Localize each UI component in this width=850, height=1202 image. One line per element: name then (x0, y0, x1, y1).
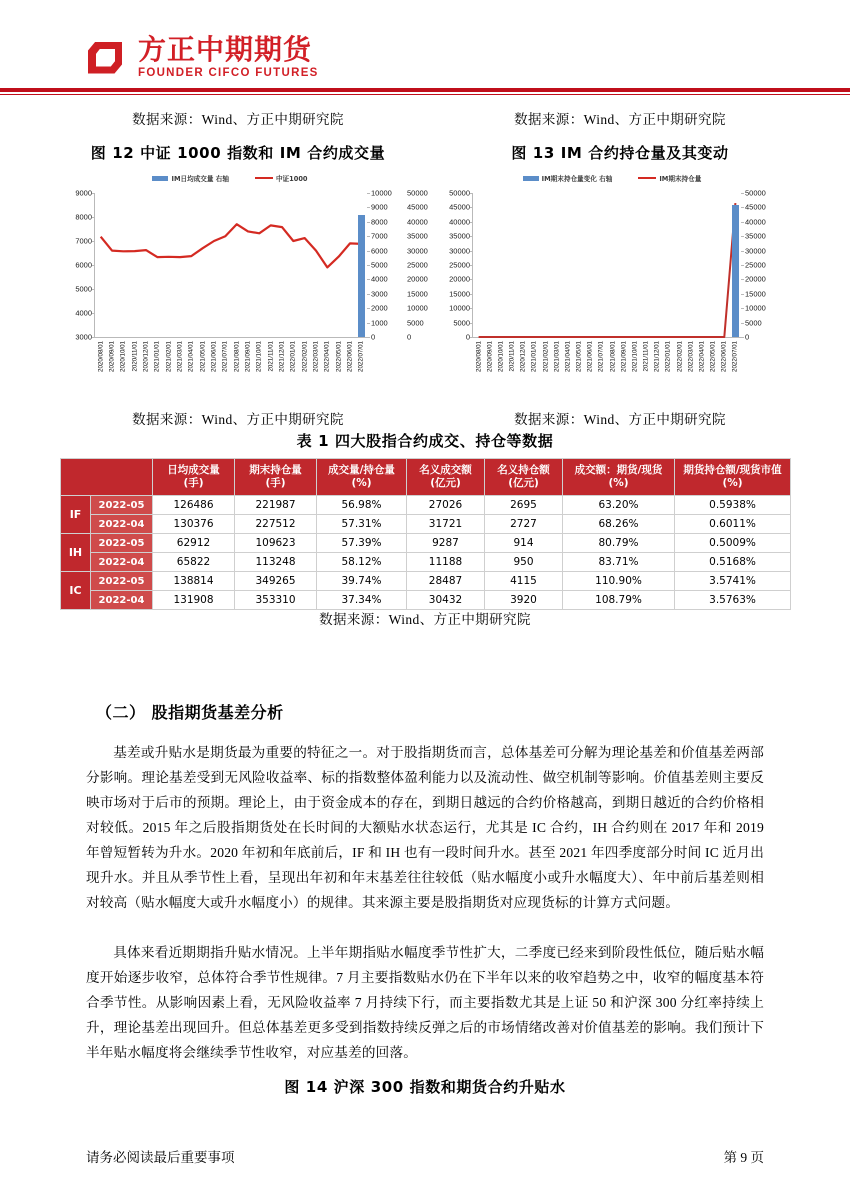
x-axis-tick-label: 2021/01/01 (153, 341, 161, 372)
x-axis-tick-label: 2021/02/01 (165, 341, 173, 372)
y-axis-tick-mark (470, 294, 473, 295)
y2-axis-tick-mark (741, 294, 744, 295)
y-axis-tick-label: 50000 (449, 188, 470, 198)
x-axis-tick-label: 2021/04/01 (187, 341, 195, 372)
x-axis-tick-label: 2020/09/01 (108, 341, 116, 372)
y2-axis-tick-mark (367, 308, 370, 309)
table-cell: 31721 (407, 515, 485, 534)
x-axis-tick-label: 2021/03/01 (176, 341, 184, 372)
y2-axis-tick-mark (741, 323, 744, 324)
table-cell: 3.5763% (675, 591, 791, 610)
legend-item-im-volume (152, 173, 228, 183)
table-cell: 57.31% (317, 515, 407, 534)
table-cell: 39.74% (317, 572, 407, 591)
y2-axis-tick-mark (367, 251, 370, 252)
y3-axis-tick-label: 45000 (407, 202, 428, 212)
figure-12-legend (94, 169, 366, 187)
x-axis-tick-label: 2020/10/01 (119, 341, 127, 372)
y-axis-tick-label: 45000 (449, 202, 470, 212)
y-axis-tick-label: 4000 (75, 308, 92, 318)
legend-label: 中证1000 (275, 175, 308, 183)
x-axis-tick-label: 2021/06/01 (586, 341, 594, 372)
header-line-2: (手) (265, 477, 286, 490)
table-cell: 0.6011% (675, 515, 791, 534)
y2-axis-tick-mark (367, 222, 370, 223)
y3-axis-tick-label: 40000 (407, 217, 428, 227)
y2-axis-tick-label: 25000 (745, 260, 766, 270)
table-cell: 65822 (153, 553, 235, 572)
y2-axis-tick-mark (741, 279, 744, 280)
x-axis-tick-label: 2021/08/01 (233, 341, 241, 372)
table-cell: 3920 (485, 591, 563, 610)
table-corner-cell (61, 459, 153, 496)
y-axis-tick-mark (92, 241, 95, 242)
y-axis-tick-label: 5000 (453, 318, 470, 328)
table-1-caption: 表 1 四大股指合约成交、持仓等数据 (296, 432, 554, 450)
x-axis-tick-label: 2021/10/01 (631, 341, 639, 372)
x-axis-tick-label: 2022/01/01 (664, 341, 672, 372)
y-axis-tick-label: 5000 (75, 284, 92, 294)
x-axis-tick-label: 2021/09/01 (244, 341, 252, 372)
y2-axis-tick-label: 1000 (371, 318, 388, 328)
footer-disclaimer: 请务必阅读最后重要事项 (86, 1150, 235, 1165)
table-cell: 28487 (407, 572, 485, 591)
table-cell: 353310 (235, 591, 317, 610)
y-axis-tick-label: 40000 (449, 217, 470, 227)
x-axis-tick-label: 2021/12/01 (653, 341, 661, 372)
x-axis-tick-label: 2021/12/01 (278, 341, 286, 372)
figure-12-block (38, 108, 438, 382)
table-cell: 9287 (407, 534, 485, 553)
col-header-oi-marketcap-ratio (675, 459, 791, 496)
table-cell: 58.12% (317, 553, 407, 572)
paragraph-1: 基差或升贴水是期货最为重要的特征之一。对于股指期货而言，总体基差可分解为理论基差和价值基差两部分影响。理论基差受到无风险收益率、标的指数整体盈利能力以及流动性、做空机制等影响。价值基差则主要反映市场对于后市的预期。理论上，由于资金成本的存在，到期日越远的合约价格越高，到期日越近的合约价格相对较低。2015 年之后股指期货处在长时间的大额贴水状态运行，尤其是 IC 合约，IH 合约则在 2017 年和 2019 年曾短暂转为升水。2020 年初和年底前后，IF 和 IH 也有一段时间升水。甚至 2021 年四季度部分时间 IC 近月出现升水。并且从季节性上看，呈现出年初和年末基差往往较低（贴水幅度小或升水幅度大）、年中前后基差则相对较高（贴水幅度大或升水幅度小）的规律。其来源主要是股指期货对应现货标的计算方式问题。 (86, 745, 764, 910)
y2-axis-tick-label: 45000 (745, 202, 766, 212)
header-rule-thin (0, 94, 850, 95)
y3-axis-tick-label: 10000 (407, 303, 428, 313)
row-period-cell: 2022-04 (91, 553, 153, 572)
row-period-cell: 2022-05 (91, 496, 153, 515)
table-1-source: 数据来源：Wind、方正中期研究院 (319, 612, 531, 627)
table-1-body (61, 496, 791, 610)
x-axis-tick-label: 2022/07/01 (731, 341, 739, 372)
table-cell: 0.5938% (675, 496, 791, 515)
y-axis-tick-mark (92, 265, 95, 266)
y2-axis-tick-label: 3000 (371, 289, 388, 299)
x-axis-tick-label: 2022/05/01 (709, 341, 717, 372)
x-axis-tick-label: 2021/10/01 (255, 341, 263, 372)
y-axis-tick-label: 15000 (449, 289, 470, 299)
y2-axis-tick-mark (367, 323, 370, 324)
y-axis-tick-mark (470, 308, 473, 309)
row-period-cell: 2022-05 (91, 572, 153, 591)
x-axis-tick-label: 2021/05/01 (575, 341, 583, 372)
y2-axis-tick-mark (741, 236, 744, 237)
y-axis-tick-mark (470, 251, 473, 252)
table-cell: 221987 (235, 496, 317, 515)
table-1-head (61, 459, 791, 496)
figure-12-source-below: 数据来源：Wind、方正中期研究院 (132, 412, 344, 427)
y-axis-tick-mark (470, 279, 473, 280)
y-axis-tick-mark (470, 193, 473, 194)
y2-axis-tick-label: 2000 (371, 303, 388, 313)
table-cell: 131908 (153, 591, 235, 610)
x-axis-tick-label: 2022/05/01 (335, 341, 343, 372)
table-cell: 126486 (153, 496, 235, 515)
x-axis-tick-label: 2021/08/01 (609, 341, 617, 372)
table-cell: 11188 (407, 553, 485, 572)
table-cell: 227512 (235, 515, 317, 534)
y3-axis-tick-label: 0 (407, 332, 412, 342)
y2-axis-tick-label: 20000 (745, 274, 766, 284)
y-axis-tick-label: 6000 (75, 260, 92, 270)
header-line-2: (%) (608, 477, 629, 490)
header-line-2: (手) (183, 477, 204, 490)
header-line-1: 名义成交额 (419, 464, 472, 476)
figure-12-source-above: 数据来源：Wind、方正中期研究院 (132, 112, 344, 127)
x-axis-tick-label: 2020/11/01 (508, 341, 516, 372)
y-axis-tick-mark (470, 222, 473, 223)
table-cell: 130376 (153, 515, 235, 534)
y2-axis-tick-mark (741, 193, 744, 194)
row-period-cell: 2022-04 (91, 515, 153, 534)
table-cell: 950 (485, 553, 563, 572)
table-cell: 914 (485, 534, 563, 553)
table-cell: 3.5741% (675, 572, 791, 591)
y2-axis-tick-label: 40000 (745, 217, 766, 227)
table-row (61, 496, 791, 515)
y3-axis-tick-label: 20000 (407, 274, 428, 284)
header-line-1: 期货持仓额/现货市值 (683, 464, 782, 476)
figure-13-plot-area (449, 188, 766, 372)
figure-13-legend (476, 169, 748, 187)
row-period-cell: 2022-04 (91, 591, 153, 610)
y-axis-tick-label: 3000 (75, 332, 92, 342)
legend-item-csi1000 (255, 173, 308, 183)
section-heading: （二） 股指期货基差分析 (96, 703, 284, 722)
legend-item-oi (638, 173, 701, 183)
figure-13-caption: 图 13 IM 合约持仓量及其变动 (511, 144, 729, 162)
y3-axis-tick-label: 30000 (407, 246, 428, 256)
header-line-2: (%) (722, 477, 743, 490)
x-axis-tick-label: 2021/07/01 (221, 341, 229, 372)
x-axis-tick-label: 2022/07/01 (357, 341, 365, 372)
page-footer (0, 1146, 850, 1170)
y2-axis-tick-label: 4000 (371, 274, 388, 284)
x-axis-tick-label: 2022/02/01 (676, 341, 684, 372)
table-cell: 63.20% (563, 496, 675, 515)
figure-13-series-svg (473, 193, 741, 337)
figure-13-source-above: 数据来源：Wind、方正中期研究院 (514, 112, 726, 127)
footer-page-number: 第 9 页 (723, 1150, 764, 1165)
legend-label: IM日均成交量 右轴 (171, 175, 229, 183)
x-axis-tick-label: 2021/03/01 (553, 341, 561, 372)
figure-12-plot-area (75, 188, 428, 372)
header-rule-thick (0, 88, 850, 92)
row-group-label-if: IF (61, 496, 91, 534)
y-axis-tick-label: 35000 (449, 231, 470, 241)
table-cell: 2695 (485, 496, 563, 515)
y2-axis-tick-mark (367, 193, 370, 194)
y-axis-tick-mark (470, 207, 473, 208)
y3-axis-tick-label: 5000 (407, 318, 424, 328)
x-axis-tick-label: 2020/12/01 (519, 341, 527, 372)
legend-label: IM期末持仓量 (659, 175, 702, 183)
x-axis-tick-label: 2022/06/01 (720, 341, 728, 372)
table-row (61, 534, 791, 553)
table-header-row (61, 459, 791, 496)
legend-bar-swatch-icon (152, 176, 168, 181)
y-axis-tick-label: 10000 (449, 303, 470, 313)
y2-axis-tick-mark (741, 308, 744, 309)
figure-12-series-svg (95, 193, 367, 337)
y2-axis-tick-mark (367, 265, 370, 266)
legend-line-swatch-icon (255, 177, 273, 180)
x-axis-tick-label: 2022/03/01 (687, 341, 695, 372)
x-axis-tick-label: 2021/02/01 (542, 341, 550, 372)
y2-axis-tick-mark (741, 251, 744, 252)
legend-line-swatch-icon (638, 177, 656, 180)
table-cell: 108.79% (563, 591, 675, 610)
row-group-label-ic: IC (61, 572, 91, 610)
y-axis-tick-mark (92, 193, 95, 194)
table-cell: 110.90% (563, 572, 675, 591)
figure-14-caption: 图 14 沪深 300 指数和期货合约升贴水 (284, 1078, 566, 1096)
header-line-2: (亿元) (430, 477, 461, 490)
col-header-open-interest (235, 459, 317, 496)
table-cell: 349265 (235, 572, 317, 591)
legend-item-oi-change (523, 173, 613, 183)
bar-2022/07/01 (358, 215, 365, 337)
header-line-1: 成交额：期货/现货 (574, 464, 663, 476)
table-cell: 57.39% (317, 534, 407, 553)
header-line-1: 名义持仓额 (497, 464, 550, 476)
y-axis-tick-mark (470, 236, 473, 237)
y2-axis-tick-label: 6000 (371, 246, 388, 256)
table-cell: 2727 (485, 515, 563, 534)
x-axis-tick-label: 2021/11/01 (642, 341, 650, 372)
figure-13-block (420, 108, 820, 382)
y-axis-tick-mark (470, 337, 473, 338)
y-axis-tick-mark (470, 265, 473, 266)
x-axis-tick-label: 2021/05/01 (199, 341, 207, 372)
table-cell: 0.5009% (675, 534, 791, 553)
table-cell: 80.79% (563, 534, 675, 553)
y2-axis-tick-label: 0 (371, 332, 376, 342)
x-axis-tick-label: 2020/08/01 (475, 341, 483, 372)
x-axis-tick-label: 2021/09/01 (620, 341, 628, 372)
paragraph-2: 具体来看近期期指升贴水情况。上半年期指贴水幅度季节性扩大，二季度已经来到阶段性低位，随后贴水幅度开始逐步收窄，总体符合季节性规律。7 月主要指数贴水仍在下半年以来的收窄趋势之中，收窄的幅度基本符合季节性。从影响因素上看，无风险收益率 7 月持续下行，而主要指数尤其是上证 50 和沪深 300 分红率持续上升，理论基差出现回升。但总体基差更多受到指数持续反弹之后的市场情绪改善对价值基差的影响。我们预计下半年贴水幅度将会继续季节性收窄，对应基差的回落。 (86, 945, 764, 1060)
legend-bar-swatch-icon (523, 176, 539, 181)
col-header-notional-oi (485, 459, 563, 496)
charts-row (0, 108, 850, 427)
x-axis-tick-label: 2021/11/01 (267, 341, 275, 372)
y2-axis-tick-label: 10000 (745, 303, 766, 313)
y-axis-tick-label: 8000 (75, 212, 92, 222)
y-axis-tick-label: 30000 (449, 246, 470, 256)
legend-label: IM期末持仓量变化 右轴 (541, 175, 613, 183)
table-cell: 113248 (235, 553, 317, 572)
y2-axis-tick-label: 30000 (745, 246, 766, 256)
x-axis-tick-label: 2022/04/01 (698, 341, 706, 372)
table-row (61, 572, 791, 591)
bar-2022/07/01 (732, 205, 739, 337)
y-axis-tick-label: 7000 (75, 236, 92, 246)
figure-12-chart (38, 167, 438, 382)
x-axis-tick-label: 2021/06/01 (210, 341, 218, 372)
table-1 (60, 458, 791, 610)
y3-axis-tick-label: 15000 (407, 289, 428, 299)
table-cell: 4115 (485, 572, 563, 591)
table-1-wrapper (60, 458, 790, 610)
y2-axis-tick-label: 8000 (371, 217, 388, 227)
founder-logo-icon (88, 38, 128, 78)
y2-axis-tick-mark (741, 222, 744, 223)
y2-axis-tick-label: 0 (745, 332, 750, 342)
x-axis-tick-label: 2022/06/01 (346, 341, 354, 372)
y2-axis-tick-label: 5000 (745, 318, 762, 328)
table-cell: 83.71% (563, 553, 675, 572)
x-axis-tick-label: 2021/07/01 (597, 341, 605, 372)
col-header-volume-oi-ratio (317, 459, 407, 496)
x-axis-tick-label: 2022/03/01 (312, 341, 320, 372)
x-axis-tick-label: 2020/08/01 (97, 341, 105, 372)
x-axis-tick-label: 2022/02/01 (301, 341, 309, 372)
table-cell: 138814 (153, 572, 235, 591)
y2-axis-tick-mark (741, 265, 744, 266)
table-cell: 27026 (407, 496, 485, 515)
table-row (61, 515, 791, 534)
x-axis-tick-label: 2020/12/01 (142, 341, 150, 372)
col-header-turnover-ratio (563, 459, 675, 496)
table-cell: 37.34% (317, 591, 407, 610)
y-axis-tick-label: 20000 (449, 274, 470, 284)
figure-12-caption: 图 12 中证 1000 指数和 IM 合约成交量 (90, 144, 386, 162)
y3-axis-tick-label: 50000 (407, 188, 428, 198)
y2-axis-tick-mark (367, 207, 370, 208)
y-axis-tick-label: 9000 (75, 188, 92, 198)
y3-axis-tick-label: 35000 (407, 231, 428, 241)
y2-axis-tick-mark (367, 294, 370, 295)
col-header-notional-turnover (407, 459, 485, 496)
y2-axis-tick-mark (367, 279, 370, 280)
table-cell: 109623 (235, 534, 317, 553)
y-axis-tick-mark (92, 313, 95, 314)
x-axis-tick-label: 2021/04/01 (564, 341, 572, 372)
x-axis-tick-label: 2022/01/01 (289, 341, 297, 372)
figure-13-chart (420, 167, 820, 382)
table-cell: 30432 (407, 591, 485, 610)
page-header (0, 0, 850, 95)
company-logo (88, 33, 319, 79)
table-cell: 56.98% (317, 496, 407, 515)
y2-axis-tick-mark (741, 337, 744, 338)
y2-axis-tick-label: 50000 (745, 188, 766, 198)
y2-axis-tick-mark (741, 207, 744, 208)
header-line-1: 期末持仓量 (249, 464, 302, 476)
y2-axis-tick-mark (367, 236, 370, 237)
table-row (61, 591, 791, 610)
x-axis-tick-label: 2020/09/01 (486, 341, 494, 372)
y2-axis-tick-mark (367, 337, 370, 338)
y-axis-tick-mark (470, 323, 473, 324)
col-header-avg-volume (153, 459, 235, 496)
y-axis-tick-mark (92, 337, 95, 338)
header-line-1: 日均成交量 (167, 464, 220, 476)
figure-13-source-below: 数据来源：Wind、方正中期研究院 (514, 412, 726, 427)
y-axis-tick-label: 0 (465, 332, 470, 342)
table-cell: 62912 (153, 534, 235, 553)
x-axis-tick-label: 2022/04/01 (323, 341, 331, 372)
y2-axis-tick-label: 9000 (371, 202, 388, 212)
y2-axis-tick-label: 7000 (371, 231, 388, 241)
y2-axis-tick-label: 5000 (371, 260, 388, 270)
y2-axis-tick-label: 35000 (745, 231, 766, 241)
row-group-label-ih: IH (61, 534, 91, 572)
y-axis-tick-label: 25000 (449, 260, 470, 270)
row-period-cell: 2022-05 (91, 534, 153, 553)
y2-axis-tick-label: 10000 (371, 188, 392, 198)
header-line-2: (%) (351, 477, 372, 490)
y-axis-tick-mark (92, 289, 95, 290)
x-axis-tick-label: 2020/11/01 (131, 341, 139, 372)
table-cell: 68.26% (563, 515, 675, 534)
y-axis-tick-mark (92, 217, 95, 218)
logo-english-name: FOUNDER CIFCO FUTURES (138, 67, 319, 79)
y2-axis-tick-label: 15000 (745, 289, 766, 299)
y3-axis-tick-label: 25000 (407, 260, 428, 270)
table-row (61, 553, 791, 572)
header-line-2: (亿元) (508, 477, 539, 490)
table-cell: 0.5168% (675, 553, 791, 572)
x-axis-tick-label: 2021/01/01 (530, 341, 538, 372)
x-axis-tick-label: 2020/10/01 (497, 341, 505, 372)
logo-chinese-name: 方正中期期货 (138, 33, 313, 66)
header-line-1: 成交量/持仓量 (328, 464, 395, 476)
